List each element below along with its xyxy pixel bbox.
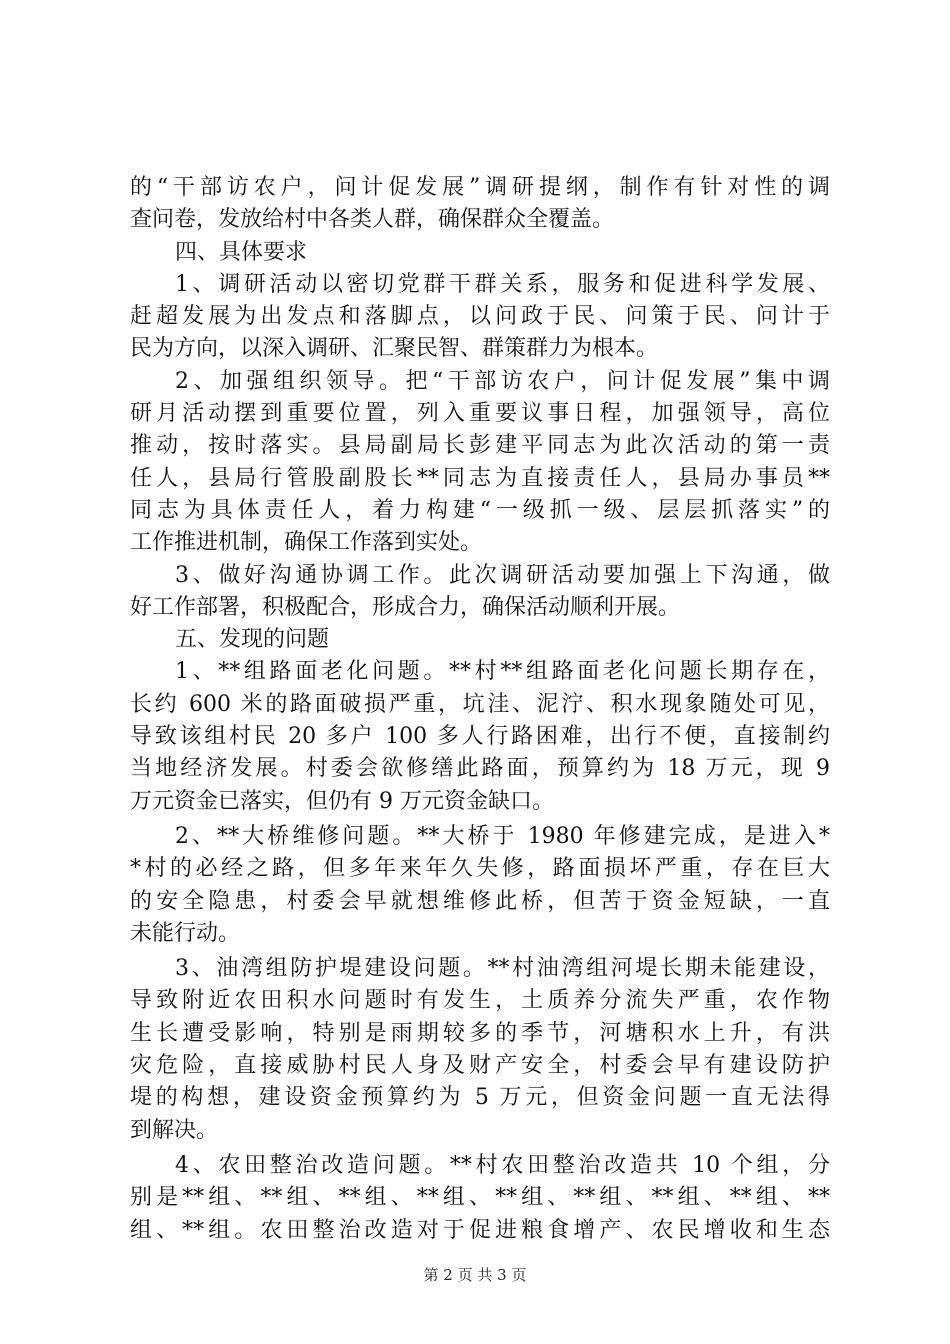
text-line: 万元资金已落实，但仍有 9 万元资金缺口。 <box>130 788 554 814</box>
text-line: 3、油湾组防护堤建设问题。**村油湾组河堤长期未能建设， <box>175 956 830 982</box>
text-line: 的“干部访农户，问计促发展”调研提纲，制作有针对性的调 <box>130 175 830 200</box>
text-line: 4、农田整治改造问题。**村农田整治改造共 10 个组，分 <box>175 1152 830 1178</box>
text-line: 组、**组。农田整治改造对于促进粮食增产、农民增收和生态 <box>130 1217 830 1243</box>
text-line: 到解决。 <box>130 1117 219 1143</box>
text-line: 2、加强组织领导。把“干部访农户，问计促发展”集中调 <box>175 368 830 394</box>
text-line: 生长遭受影响，特别是雨期较多的季节，河塘积水上升，有洪 <box>130 1020 830 1046</box>
text-line: 查问卷，发放给村中各类人群，确保群众全覆盖。 <box>130 207 615 233</box>
document-body <box>130 172 830 1247</box>
text-line: 民为方向，以深入调研、汇聚民智、群策群力为根本。 <box>130 336 659 362</box>
text-line: 当地经济发展。村委会欲修缮此路面，预算约为 18 万元，现 9 <box>130 756 830 782</box>
text-line: 五、发现的问题 <box>175 627 330 653</box>
text-line: 长约 600 米的路面破损严重，坑洼、泥泞、积水现象随处可见， <box>130 691 830 717</box>
text-line: 别是**组、**组、**组、**组、**组、**组、**组、**组、** <box>130 1185 830 1211</box>
page-footer: 第 2 页 共 3 页 <box>423 1266 527 1284</box>
text-line: 任人，县局行管股副股长**同志为直接责任人，县局办事员** <box>130 465 830 491</box>
text-line: 工作推进机制，确保工作落到实处。 <box>130 530 483 556</box>
text-line: 的安全隐患，村委会早就想维修此桥，但苦于资金短缺，一直 <box>130 888 830 914</box>
text-line: 赶超发展为出发点和落脚点，以问政于民、问策于民、问计于 <box>130 304 830 330</box>
text-line: 四、具体要求 <box>175 239 308 265</box>
text-line: 1、**组路面老化问题。**村**组路面老化问题长期存在， <box>175 659 830 685</box>
text-line: *村的必经之路，但多年来年久失修，路面损坏严重，存在巨大 <box>130 856 830 882</box>
text-line: 导致附近农田积水问题时有发生，土质养分流失严重，农作物 <box>130 988 830 1014</box>
text-line: 研月活动摆到重要位置，列入重要议事日程，加强领导，高位 <box>130 401 830 427</box>
text-line: 2、**大桥维修问题。**大桥于 1980 年修建完成，是进入* <box>175 823 830 849</box>
text-line: 灾危险，直接威胁村民人身及财产安全，村委会早有建设防护 <box>130 1053 830 1079</box>
text-line: 同志为具体责任人，着力构建“一级抓一级、层层抓落实”的 <box>130 497 830 523</box>
text-line: 1、调研活动以密切党群干群关系，服务和促进科学发展、 <box>175 271 830 297</box>
text-line: 导致该组村民 20 多户 100 多人行路困难，出行不便，直接制约 <box>130 724 830 750</box>
text-line: 3、做好沟通协调工作。此次调研活动要加强上下沟通，做 <box>175 562 830 588</box>
text-line: 推动，按时落实。县局副局长彭建平同志为此次活动的第一责 <box>130 433 830 459</box>
text-line: 好工作部署，积极配合，形成合力，确保活动顺利开展。 <box>130 594 681 620</box>
text-line: 未能行动。 <box>130 920 241 946</box>
text-line: 堤的构想，建设资金预算约为 5 万元，但资金问题一直无法得 <box>130 1085 830 1111</box>
